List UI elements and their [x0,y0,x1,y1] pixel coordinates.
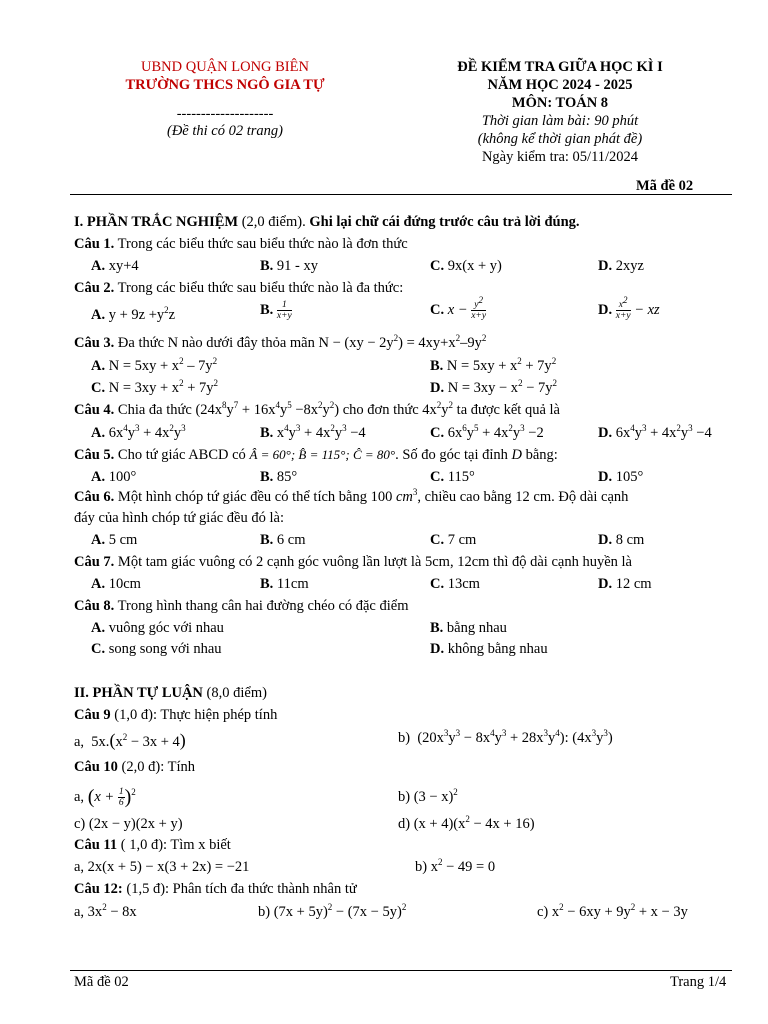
q10-part-c: c) (2x − y)(2x + y) [74,816,183,832]
exam-title: ĐỀ KIỂM TRA GIỮA HỌC KÌ I [457,59,663,75]
question-5: Câu 5. Cho tứ giác ABCD có Â = 60°; B̂ = 115°; Ĉ = 80°. Số đo góc tại đỉnh D bằng: [74,447,558,463]
q4-option-d[interactable]: D. $6x^4y^3 + 4x^2y^3 -4$ [598,423,712,441]
q5-option-a[interactable]: A. 100° [91,469,137,485]
q2-option-c[interactable]: C. x − $\frac{y^2}{x+y}$ [430,295,487,322]
q5-option-d[interactable]: D. 105° [598,469,644,485]
question-12: Câu 12: (1,5 đ): Phân tích đa thức thành nhân tử [74,881,357,897]
question-8: Câu 8. Trong hình thang cân hai đường chéo có đặc điểm [74,598,409,614]
header-divider [70,194,732,195]
header-right [410,58,710,166]
q7-option-c[interactable]: C. 13cm [430,576,480,592]
q11-part-b: b) $x^2 - 49 = 0$ [415,857,496,875]
q9-part-a: a, $5x.(x^2 - 3x + 4)$ [74,730,186,750]
q10-part-b: b) $(3 - x)^2$ [398,787,458,805]
q8-option-c[interactable]: C. song song với nhau [91,641,222,657]
q5-option-c[interactable]: C. 115° [430,469,475,485]
q2-option-d[interactable]: D. $\frac{x^2}{x+y}$ − xz [598,295,660,322]
q3-option-c[interactable]: C. $N = 3xy + x^2 + 7y^2$ [91,378,218,396]
part2-heading: II. PHẦN TỰ LUẬN (8,0 điểm) [74,685,267,701]
header-left [80,58,370,140]
q11-part-a: a, 2x(x + 5) − x(3 + 2x) = −21 [74,859,250,875]
question-7: Câu 7. Một tam giác vuông có 2 cạnh góc vuông lần lượt là 5cm, 12cm thì độ dài cạnh huyền là [74,554,632,570]
q3-option-a[interactable]: A. $N = 5xy + x^2 - 7y^2$ [91,356,218,374]
footer-page-number: Trang 1/4 [670,974,727,990]
part1-heading: I. PHẦN TRẮC NGHIỆM (2,0 điểm). Ghi lại chữ cái đứng trước câu trả lời đúng. [74,214,580,230]
question-4: Câu 4. Chia đa thức $(24x^8y^7 + 16x^4y^5 -8x^2y^2)$ cho đơn thức $4x^2y^2$ ta được kết quả là [74,400,560,418]
q4-option-c[interactable]: C. $6x^6y^5 + 4x^2y^3 -2$ [430,423,544,441]
question-1: Câu 1. Trong các biểu thức sau biểu thức nào là đơn thức [74,236,408,252]
q7-option-b[interactable]: B. 11cm [260,576,309,592]
header-dash: -------------------- [176,106,274,122]
question-6-line2: đáy của hình chóp tứ giác đều đó là: [74,510,284,526]
q7-option-a[interactable]: A. 10cm [91,576,141,592]
q6-option-d[interactable]: D. 8 cm [598,532,645,548]
q1-option-a[interactable]: A. xy+4 [91,258,139,274]
q3-option-b[interactable]: B. $N = 5xy + x^2 + 7y^2$ [430,356,557,374]
q8-option-d[interactable]: D. không bằng nhau [430,641,548,657]
footer-exam-code: Mã đề 02 [74,974,129,990]
q1-option-d[interactable]: D. 2xyz [598,258,644,274]
q4-option-b[interactable]: B. $x^4y^3 + 4x^2y^3 -4$ [260,423,366,441]
q12-part-c: c) $x^2 - 6xy + 9y^2 + x - 3y$ [537,902,688,920]
q2-option-b[interactable]: B. $\frac{1}{x+y}$ [260,300,292,321]
question-9: Câu 9 (1,0 đ): Thực hiện phép tính [74,707,278,723]
footer-divider [70,970,732,971]
question-11: Câu 11 ( 1,0 đ): Tìm x biết [74,837,231,853]
duration: Thời gian làm bài: 90 phút [481,113,639,129]
page-count-note: (Đề thi có 02 trang) [167,123,283,139]
q10-part-d: d) $(x + 4)(x^2 - 4x + 16)$ [398,814,535,832]
school-year: NĂM HỌC 2024 - 2025 [487,77,633,93]
q7-option-d[interactable]: D. 12 cm [598,576,652,592]
q8-option-a[interactable]: A. vuông góc với nhau [91,620,224,636]
exam-date: Ngày kiểm tra: 05/11/2024 [481,149,639,165]
school-name: TRƯỜNG THCS NGÔ GIA TỰ [125,77,325,93]
exam-code: Mã đề 02 [636,178,694,194]
q1-option-b[interactable]: B. 91 - xy [260,258,319,274]
question-2: Câu 2. Trong các biểu thức sau biểu thức nào là đa thức: [74,280,404,296]
q4-option-a[interactable]: A. $6x^4y^3 + 4x^2y^3$ [91,423,186,441]
question-10: Câu 10 (2,0 đ): Tính [74,759,195,775]
q5-option-b[interactable]: B. 85° [260,469,298,485]
q12-part-b: b) $(7x + 5y)^2 - (7x - 5y)^2$ [258,902,407,920]
q1-option-c[interactable]: C. 9x(x + y) [430,258,502,274]
q2-option-a[interactable]: A. $y + 9z +y^2z$ [91,305,176,323]
question-3: Câu 3. Đa thức N nào dưới đây thỏa mãn $N - (xy - 2y^2) = 4xy+x^2-9y^2$ [74,333,487,351]
q6-option-c[interactable]: C. 7 cm [430,532,477,548]
q6-option-a[interactable]: A. 5 cm [91,532,138,548]
duration-note: (không kể thời gian phát đề) [477,131,643,147]
q8-option-b[interactable]: B. bằng nhau [430,620,507,636]
district-name: UBND QUẬN LONG BIÊN [141,59,309,75]
q6-option-b[interactable]: B. 6 cm [260,532,306,548]
q12-part-a: a, $3x^2 - 8x$ [74,902,137,920]
q3-option-d[interactable]: D. $N = 3xy - x^2 - 7y^2$ [430,378,557,396]
question-6: Câu 6. Một hình chóp tứ giác đều có thể tích bằng 100 $cm^3$, chiều cao bằng 12 cm. Độ dài cạnh [74,487,629,505]
q9-part-b: b) $(20x^3y^3 - 8x^4y^3 + 28x^3y^4)$: $(4x^3y^3)$ [398,728,613,746]
q10-part-a: a, (x + $\frac{1}{6}$ )$^2$ [74,786,136,808]
subject: MÔN: TOÁN 8 [511,95,609,111]
